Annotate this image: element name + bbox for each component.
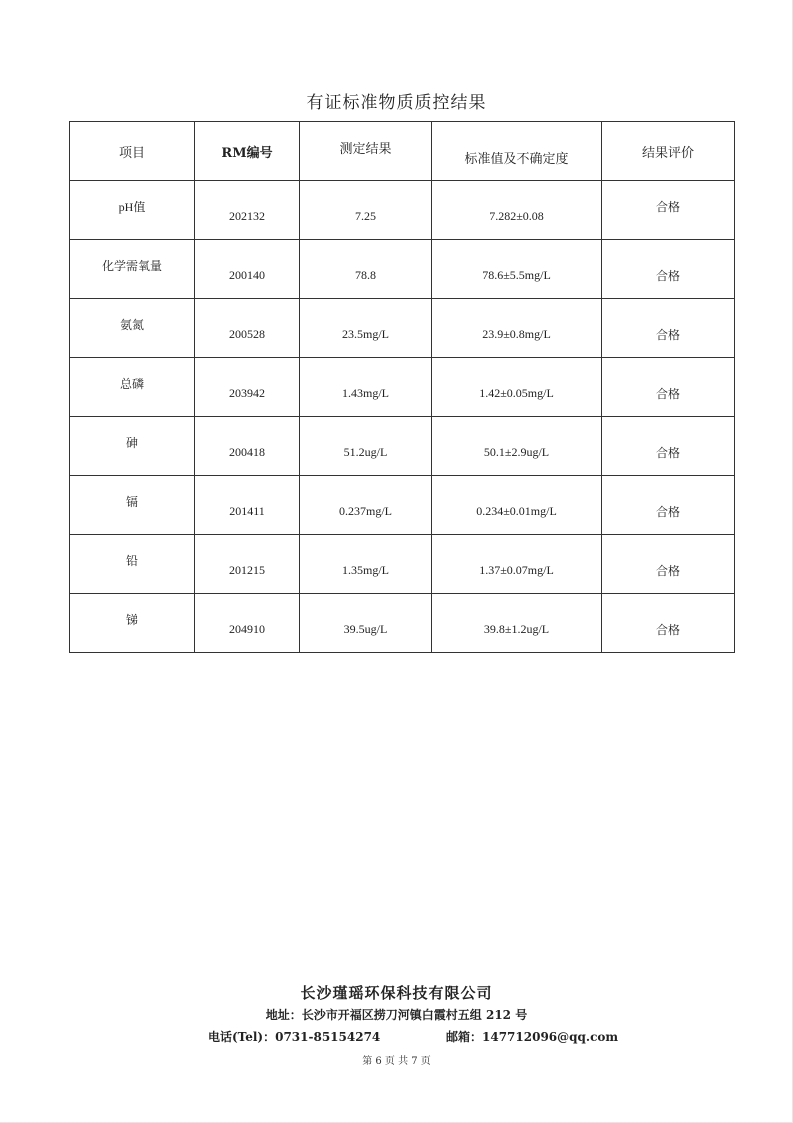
cell-rm — [195, 594, 300, 653]
cell-evaluation-text: 合格 — [655, 445, 680, 460]
table-header — [70, 122, 735, 181]
cell-rm — [195, 417, 300, 476]
cell-evaluation-text: 合格 — [655, 327, 680, 342]
cell-measured-text: 78.8 — [355, 267, 376, 282]
cell-item-text: 砷 — [125, 435, 138, 450]
cell-evaluation-text: 合格 — [655, 622, 680, 637]
cell-evaluation-text: 合格 — [655, 386, 680, 401]
table-row — [70, 299, 735, 358]
cell-measured-text: 1.35mg/L — [342, 562, 389, 577]
cell-standard — [432, 535, 602, 594]
cell-evaluation — [602, 358, 735, 417]
cell-rm — [195, 240, 300, 299]
table-row — [70, 358, 735, 417]
cell-item — [70, 476, 195, 535]
cell-standard-text: 7.282±0.08 — [489, 208, 544, 223]
cell-evaluation-text: 合格 — [655, 199, 680, 214]
cell-rm-text: 202132 — [229, 208, 265, 223]
table-row — [70, 594, 735, 653]
cell-measured — [300, 358, 432, 417]
cell-rm-text: 203942 — [229, 385, 265, 400]
cell-measured-text: 0.237mg/L — [339, 503, 392, 518]
cell-item — [70, 358, 195, 417]
cell-standard-text: 1.42±0.05mg/L — [479, 385, 554, 400]
cell-standard — [432, 240, 602, 299]
cell-standard-text: 0.234±0.01mg/L — [476, 503, 557, 518]
cell-item-text: 化学需氧量 — [101, 258, 162, 273]
cell-measured-text: 39.5ug/L — [343, 621, 388, 636]
cell-rm-text: 201215 — [229, 562, 265, 577]
cell-rm-text: 200418 — [229, 444, 265, 459]
cell-standard — [432, 417, 602, 476]
cell-standard — [432, 358, 602, 417]
header-row — [70, 122, 735, 181]
table-row — [70, 535, 735, 594]
cell-item-text: pH值 — [118, 199, 146, 214]
cell-item-text: 总磷 — [119, 376, 144, 391]
cell-standard-text: 23.9±0.8mg/L — [482, 326, 551, 341]
table-row — [70, 417, 735, 476]
cell-item — [70, 299, 195, 358]
cell-item — [70, 535, 195, 594]
table-row — [70, 240, 735, 299]
cell-measured — [300, 299, 432, 358]
cell-measured-text: 51.2ug/L — [343, 444, 388, 459]
cell-evaluation — [602, 417, 735, 476]
cell-evaluation — [602, 535, 735, 594]
cell-standard — [432, 476, 602, 535]
cell-rm — [195, 476, 300, 535]
footer-email: 邮箱：147712096@qq.com — [446, 1030, 619, 1044]
cell-measured-text: 23.5mg/L — [342, 326, 389, 341]
cell-item-text: 氨氮 — [119, 317, 144, 332]
cell-rm — [195, 299, 300, 358]
cell-standard — [432, 594, 602, 653]
header-standard — [432, 122, 602, 181]
table-body — [70, 181, 735, 653]
header-evaluation: 结果评价 — [602, 122, 735, 181]
cell-evaluation — [602, 299, 735, 358]
cell-rm-text: 200528 — [229, 326, 265, 341]
cell-measured-text: 7.25 — [355, 208, 376, 223]
cell-item — [70, 594, 195, 653]
cell-evaluation-text: 合格 — [655, 268, 680, 283]
cell-measured — [300, 181, 432, 240]
cell-measured — [300, 240, 432, 299]
cell-standard-text: 78.6±5.5mg/L — [482, 267, 551, 282]
cell-item-text: 铅 — [125, 553, 138, 568]
cell-measured — [300, 535, 432, 594]
header-rm-number: RM编号 — [195, 122, 300, 181]
cell-measured — [300, 417, 432, 476]
cell-rm-text: 204910 — [229, 621, 265, 636]
cell-evaluation — [602, 181, 735, 240]
cell-rm-text: 201411 — [229, 503, 265, 518]
cell-evaluation — [602, 240, 735, 299]
cell-standard — [432, 299, 602, 358]
qc-results-table — [69, 121, 735, 653]
cell-standard-text: 1.37±0.07mg/L — [479, 562, 554, 577]
cell-measured-text: 1.43mg/L — [342, 385, 389, 400]
cell-rm-text: 200140 — [229, 267, 265, 282]
cell-standard — [432, 181, 602, 240]
footer-company-name: 长沙瑾瑶环保科技有限公司 — [300, 984, 493, 1002]
cell-rm — [195, 358, 300, 417]
cell-item — [70, 240, 195, 299]
cell-rm — [195, 181, 300, 240]
header-measured-label: 测定结果 — [339, 141, 392, 157]
cell-item — [70, 181, 195, 240]
header-standard-label: 标准值及不确定度 — [464, 151, 569, 167]
table-row — [70, 476, 735, 535]
footer-address: 地址：长沙市开福区捞刀河镇白霞村五组 212 号 — [265, 1008, 528, 1022]
footer-phone: 电话(Tel)：0731-85154274 — [208, 1030, 381, 1044]
cell-measured — [300, 594, 432, 653]
table-row — [70, 181, 735, 240]
cell-evaluation-text: 合格 — [655, 504, 680, 519]
page-title: 有证标准物质质控结果 — [306, 93, 487, 113]
cell-item-text: 锑 — [125, 612, 138, 627]
header-measured — [300, 122, 432, 181]
cell-measured — [300, 476, 432, 535]
header-item: 项目 — [70, 122, 195, 181]
cell-standard-text: 50.1±2.9ug/L — [483, 444, 550, 459]
page-number: 第 6 页 共 7 页 — [362, 1056, 431, 1067]
cell-rm — [195, 535, 300, 594]
cell-evaluation — [602, 594, 735, 653]
cell-standard-text: 39.8±1.2ug/L — [483, 621, 550, 636]
cell-evaluation-text: 合格 — [655, 563, 680, 578]
cell-evaluation — [602, 476, 735, 535]
cell-item — [70, 417, 195, 476]
cell-item-text: 镉 — [125, 494, 138, 509]
